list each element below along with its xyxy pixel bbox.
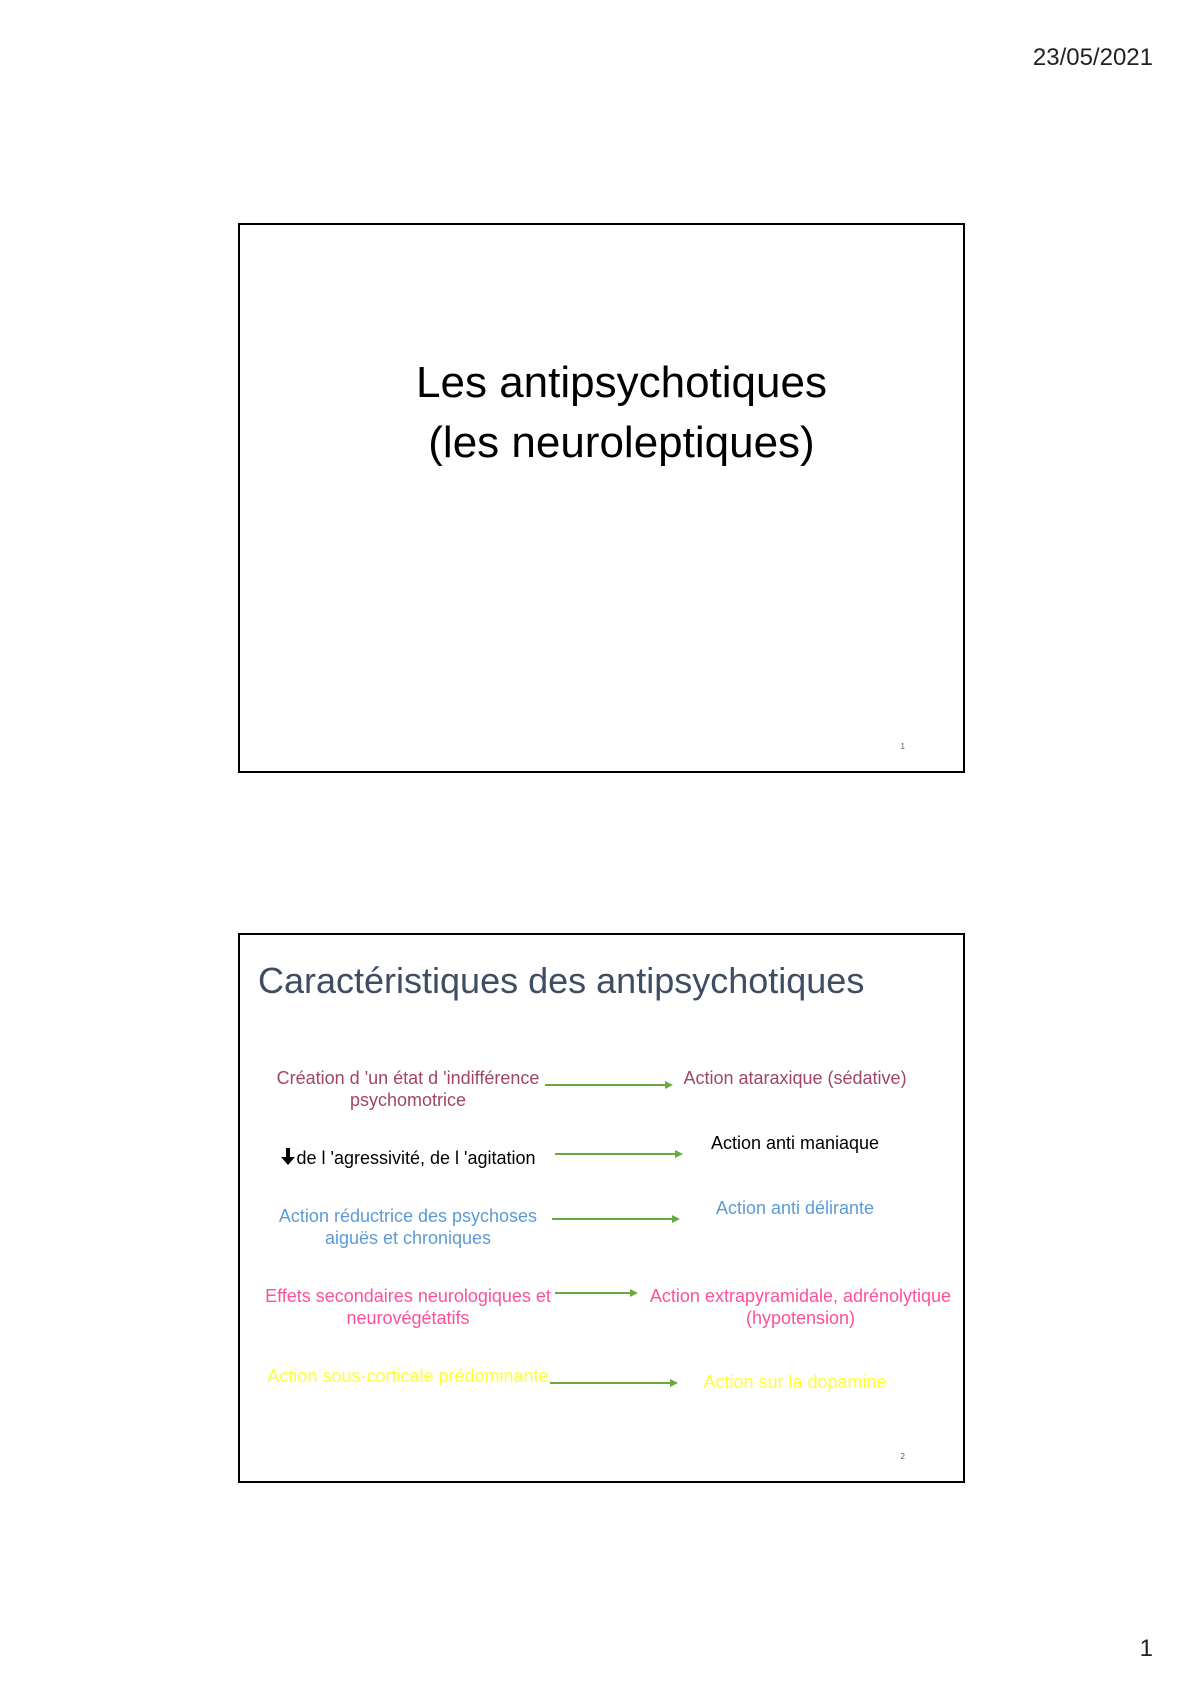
slide-2 [238, 933, 965, 1483]
arrow-row-1 [545, 1081, 673, 1089]
arrow-row-3 [552, 1215, 680, 1223]
row-1-right-line-1: Action ataraxique (sédative) [683, 1068, 907, 1088]
row-3-left-line-1: Action réductrice des psychoses [278, 1206, 538, 1226]
slide-1-number: 1 [900, 742, 905, 751]
slide-2-title: Caractéristiques des antipsychotiques [258, 960, 865, 1001]
page-number: 1 [1139, 1635, 1153, 1662]
row-2-right-line-1: Action anti maniaque [710, 1133, 880, 1153]
arrow-row-4 [555, 1289, 638, 1297]
page-date: 23/05/2021 [1032, 44, 1153, 71]
row-4-left-line-2: neurovégétatifs [346, 1308, 470, 1328]
row-5-right-line-1: Action sur la dopamine [703, 1372, 887, 1392]
row-4-left-line-1: Effets secondaires neurologiques et [265, 1286, 551, 1306]
row-5-left-line-1: Action sous-corticale prédominante [267, 1366, 549, 1386]
row-4-right-line-1: Action extrapyramidale, adrénolytique [649, 1286, 952, 1306]
arrows-layer [240, 935, 963, 1481]
slide-2-number: 2 [900, 1452, 905, 1461]
row-1-left-line-2: psychomotrice [349, 1090, 467, 1110]
arrow-row-5 [550, 1379, 678, 1387]
row-3-left-line-2: aiguës et chroniques [324, 1228, 492, 1248]
slide-1-title [240, 353, 963, 473]
arrow-row-2 [555, 1150, 683, 1158]
row-3-right-line-1: Action anti délirante [715, 1198, 875, 1218]
title-line-1: Les antipsychotiques [416, 358, 827, 407]
row-4-right-line-2: (hypotension) [745, 1308, 856, 1328]
slide-1 [238, 223, 965, 773]
title-line-2: (les neuroleptiques) [428, 418, 815, 467]
row-2-left-line-1: de l 'agressivité, de l 'agitation [296, 1148, 536, 1168]
row-1-left-line-1: Création d 'un état d 'indifférence [276, 1068, 540, 1088]
